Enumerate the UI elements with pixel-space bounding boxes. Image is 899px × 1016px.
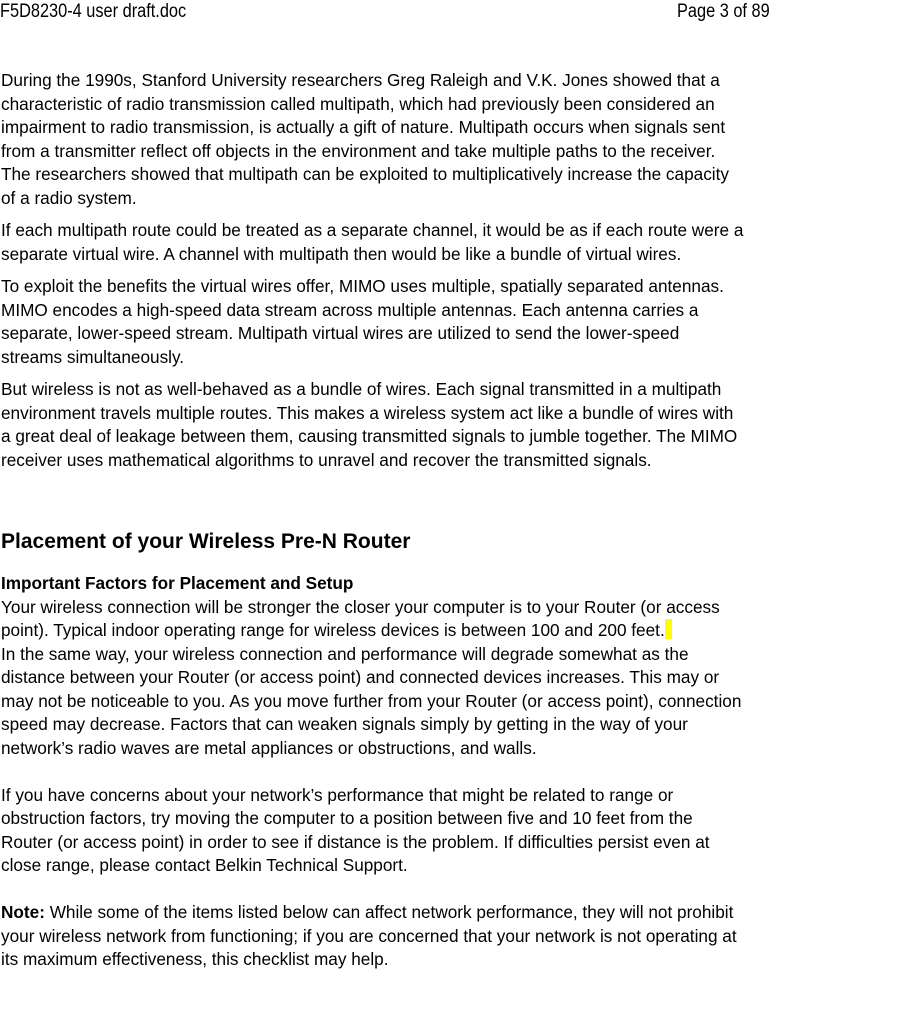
document-body [1, 69, 891, 972]
note-paragraph [1, 901, 891, 972]
page-number [677, 0, 770, 24]
placement-paragraph-line-1: Your wireless connection will be stronger the closer your computer is to your Router (or access [1, 596, 720, 617]
placement-paragraph-rest: In the same way, your wireless connection and performance will degrade somewhat as the distance between your Router (or access point) and connected devices increases. This may or may not be noticeable to you. As you move further from your Router (or access point), connection speed may decrease. Factors that can weaken signals simply by getting in the way of your network’s radio waves are metal appliances or obstructions, and walls. [1, 643, 742, 758]
subsection-heading: Important Factors for Placement and Setup [1, 573, 354, 593]
page-number-label: Page 3 of 89 [677, 1, 770, 22]
note-text: While some of the items listed below can affect network performance, they will not prohibit your wireless network from functioning; if you are concerned that your network is not operating at its maximum effectiveness, this checklist may help. [1, 902, 737, 969]
placement-paragraph-line-2-text: point). Typical indoor operating range for wireless devices is between 100 and 200 feet. [1, 620, 665, 640]
highlight-mark [665, 619, 672, 639]
note-label: Note: [1, 902, 45, 922]
placement-paragraph-line-2 [1, 619, 891, 643]
range-concerns-paragraph: If you have concerns about your network’s performance that might be related to range or obstruction factors, try moving the computer to a position between five and 10 feet from the Router (or access point) in order to see if distance is the problem. If difficulties persist even at close range, please contact Belkin Technical Support. [1, 784, 710, 875]
document-filename: F5D8230-4 user draft.doc [0, 1, 187, 22]
blank-line [1, 878, 891, 902]
page-header [0, 0, 773, 24]
mimo-receiver-paragraph: But wireless is not as well-behaved as a bundle of wires. Each signal transmitted in a multipath environment travels multiple routes. This makes a wireless system act like a bundle of wires with a great deal of leakage between them, causing transmitted signals to jumble together. The MIMO receiver uses mathematical algorithms to unravel and recover the transmitted signals. [1, 379, 738, 470]
mimo-antennas-paragraph: To exploit the benefits the virtual wires offer, MIMO uses multiple, spatially separated antennas. MIMO encodes a high-speed data stream across multiple antennas. Each antenna carries a separate, lower-speed stream. Multipath virtual wires are utilized to send the lower-speed streams simultaneously. [1, 276, 724, 367]
blank-line [1, 760, 891, 784]
mimo-intro-paragraph: During the 1990s, Stanford University researchers Greg Raleigh and V.K. Jones showed that a characteristic of radio transmission called multipath, which had previously been considered an impairment to radio transmission, is actually a gift of nature. Multipath occurs when signals sent from a transmitter reflect off objects in the environment and take multiple paths to the receiver. The researchers showed that multipath can be exploited to multiplicatively increase the capacity of a radio system. [1, 70, 729, 208]
virtual-wire-paragraph: If each multipath route could be treated as a separate channel, it would be as if each route were a separate virtual wire. A channel with multipath then would be like a bundle of virtual wires. [1, 220, 744, 264]
section-title: Placement of your Wireless Pre-N Router [1, 530, 411, 553]
